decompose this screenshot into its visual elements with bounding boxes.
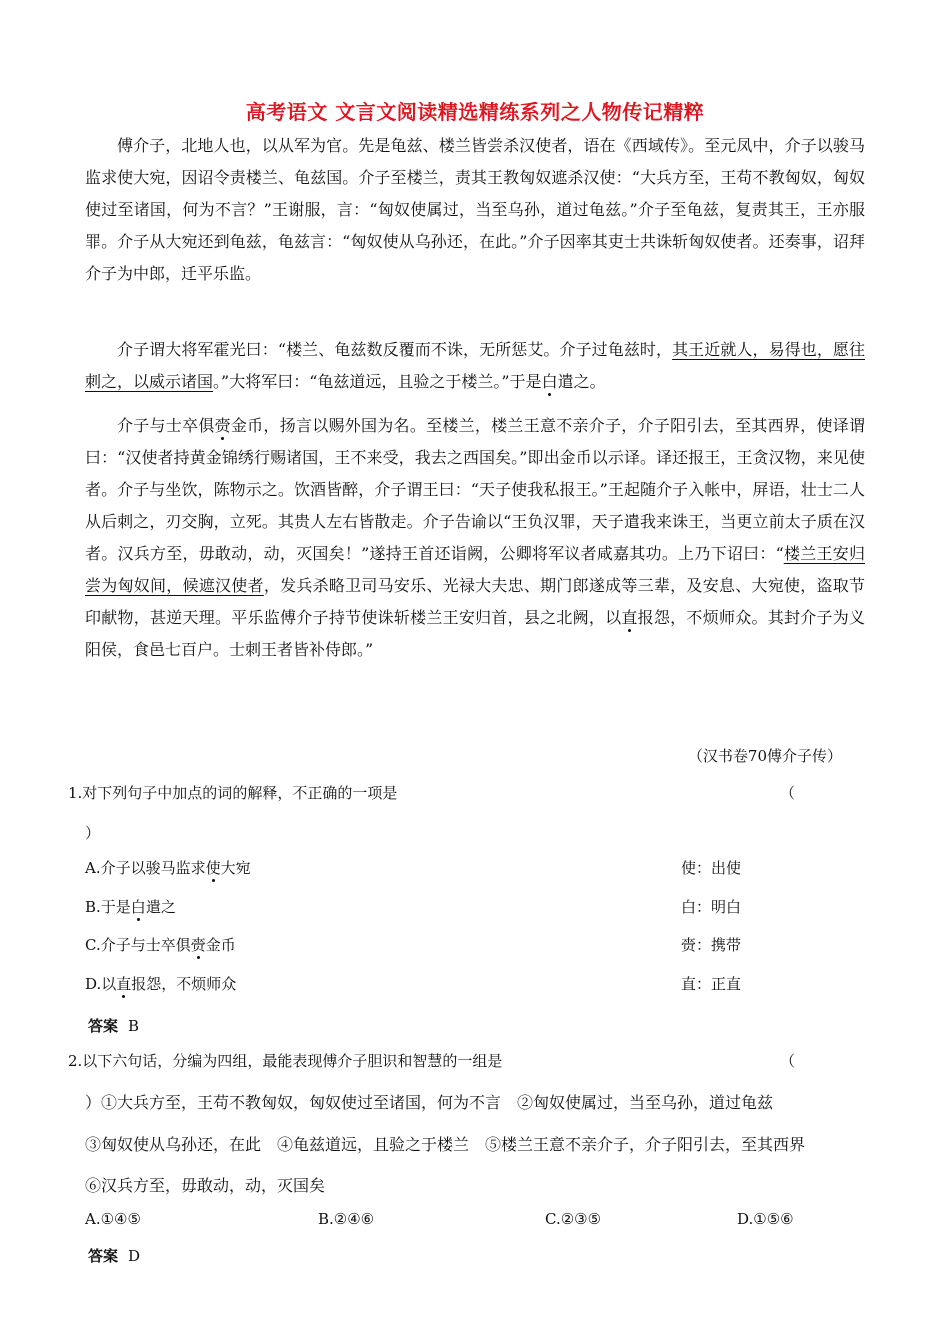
text-span: ，发兵杀略卫司马安乐、光禄大夫忠、期门郎遂成等三辈，及安息、大宛使，盗取节印献物，甚逆天理。平乐监傅介子持节使诛斩楼兰王安归首，县之北阙，以 [85, 576, 865, 627]
page-title: 高考语文 文言文阅读精选精练系列之人物传记精粹 [245, 100, 705, 124]
passage-paragraph-3 [85, 410, 865, 666]
question-2-line-1: ）①大兵方至，王苟不教匈奴，匈奴使过至诸国，何为不言 ②匈奴使属过，当至乌孙，道过龟兹 [85, 1093, 774, 1112]
paragraph-text: 傅介子，北地人也，以从军为官。先是龟兹、楼兰皆尝杀汉使者，语在《西域传》。至元凤中，介子以骏马监求使大宛，因诏令责楼兰、龟兹国。介子至楼兰，责其王教匈奴遮杀汉使：“大兵方至，王苟不教匈奴，匈奴使过至诸国，何为不言？”王谢服，言：“匈奴使属过，当至乌孙，道过龟兹。”介子至龟兹，复责其王，王亦服罪。介子从大宛还到龟兹，龟兹言：“匈奴使从乌孙还，在此。”介子因率其吏士共诛斩匈奴使者。还奏事，诏拜介子为中郎，迁平乐监。 [85, 136, 865, 283]
passage-paragraph-1 [85, 130, 865, 290]
option-text: A.介子以骏马监求 [85, 859, 206, 877]
dotted-word-bai: 白 [541, 372, 558, 391]
text-span: 报怨，不烦师众。其封介子为义阳侯，食邑七百户。士刺王者皆补侍郎。” [85, 608, 865, 659]
answer-paren-close: ） [85, 824, 101, 842]
dotted-word: 直 [116, 975, 132, 993]
text-span: 。”大将军曰：“龟兹道远，且验之于楼兰。”于是 [213, 372, 542, 391]
choice-a: A.①④⑤ [85, 1210, 141, 1228]
option-text: 金币 [205, 936, 236, 954]
answer-label: 答案 [88, 1247, 119, 1265]
option-d [85, 973, 236, 994]
option-text: 遣之 [145, 898, 176, 916]
text-span: 介子谓大将军霍光曰：“楼兰、龟兹数反覆而不诛，无所惩艾。介子过龟兹时， [117, 340, 673, 359]
paragraph-text [85, 334, 865, 398]
underlined-sentence-2: 楼兰王安归尝为匈奴间，候遮汉使者 [85, 544, 865, 595]
question-2-line-3: ⑥汉兵方至，毋敢动，动，灭国矣 [85, 1176, 326, 1195]
gloss-c: 赍：携带 [681, 936, 742, 954]
choice-c: C.②③⑤ [545, 1210, 602, 1228]
gloss-b: 白：明白 [681, 898, 742, 916]
underlined-sentence-1: 其王近就人，易得也，愿往刺之，以威示诸国 [85, 340, 865, 391]
question-2-stem: 2.以下六句话，分编为四组，最能表现傅介子胆识和智慧的一组是 [68, 1052, 503, 1070]
option-text: C.介子与士卒俱 [85, 936, 191, 954]
dotted-word-zhi: 直 [621, 608, 638, 627]
option-text: B.于是 [85, 898, 131, 916]
option-text: 报怨，不烦师众 [131, 975, 237, 993]
answer-label: 答案 [88, 1017, 119, 1035]
answer-value: D [128, 1247, 141, 1265]
choice-d: D.①⑤⑥ [737, 1210, 794, 1228]
question-1-stem: 1.对下列句子中加点的词的解释，不正确的一项是 [68, 784, 398, 802]
paragraph-text [85, 410, 865, 666]
dotted-word-ji: 赍 [214, 416, 231, 435]
dotted-word: 使 [205, 859, 221, 877]
dotted-word: 白 [130, 898, 146, 916]
source-citation: （汉书卷70傅介子传） [687, 747, 842, 765]
answer-paren-open: （ [780, 1052, 796, 1070]
text-span: 介子与士卒俱 [117, 416, 215, 435]
text-span: 遣之。 [557, 372, 606, 391]
gloss-a: 使：出使 [681, 859, 742, 877]
answer-2 [88, 1245, 140, 1266]
answer-paren-open: （ [780, 784, 796, 802]
option-text: D.以 [85, 975, 117, 993]
option-text: 大宛 [220, 859, 251, 877]
option-a [85, 857, 251, 878]
choice-b: B.②④⑥ [318, 1210, 375, 1228]
option-b [85, 896, 176, 917]
gloss-d: 直：正直 [681, 975, 742, 993]
question-2-line-2: ③匈奴使从乌孙还，在此 ④龟兹道远，且验之于楼兰 ⑤楼兰王意不亲介子，介子阳引去，至其西界 [85, 1135, 806, 1154]
option-c [85, 934, 236, 955]
answer-1 [88, 1015, 139, 1036]
dotted-word: 赍 [190, 936, 206, 954]
answer-value: B [128, 1017, 140, 1035]
text-span: 金币，扬言以赐外国为名。至楼兰，楼兰王意不亲介子，介子阳引去，至其西界，使译谓曰：“汉使者持黄金锦绣行赐诸国，王不来受，我去之西国矣。”即出金币以示译。译还报王，王贪汉物，来见使者。介子与坐饮，陈物示之。饮酒皆醉，介子谓王曰：“天子使我私报王。”王起随介子入帐中，屏语，壮士二人从后刺之，刃交胸，立死。其贵人左右皆散走。介子告谕以“王负汉罪，天子遣我来诛王，当更立前太子质在汉者。汉兵方至，毋敢动，动，灭国矣！”遂持王首还诣阙，公卿将军议者咸嘉其功。上乃下诏曰：“ [85, 416, 865, 563]
passage-paragraph-2 [85, 334, 865, 398]
